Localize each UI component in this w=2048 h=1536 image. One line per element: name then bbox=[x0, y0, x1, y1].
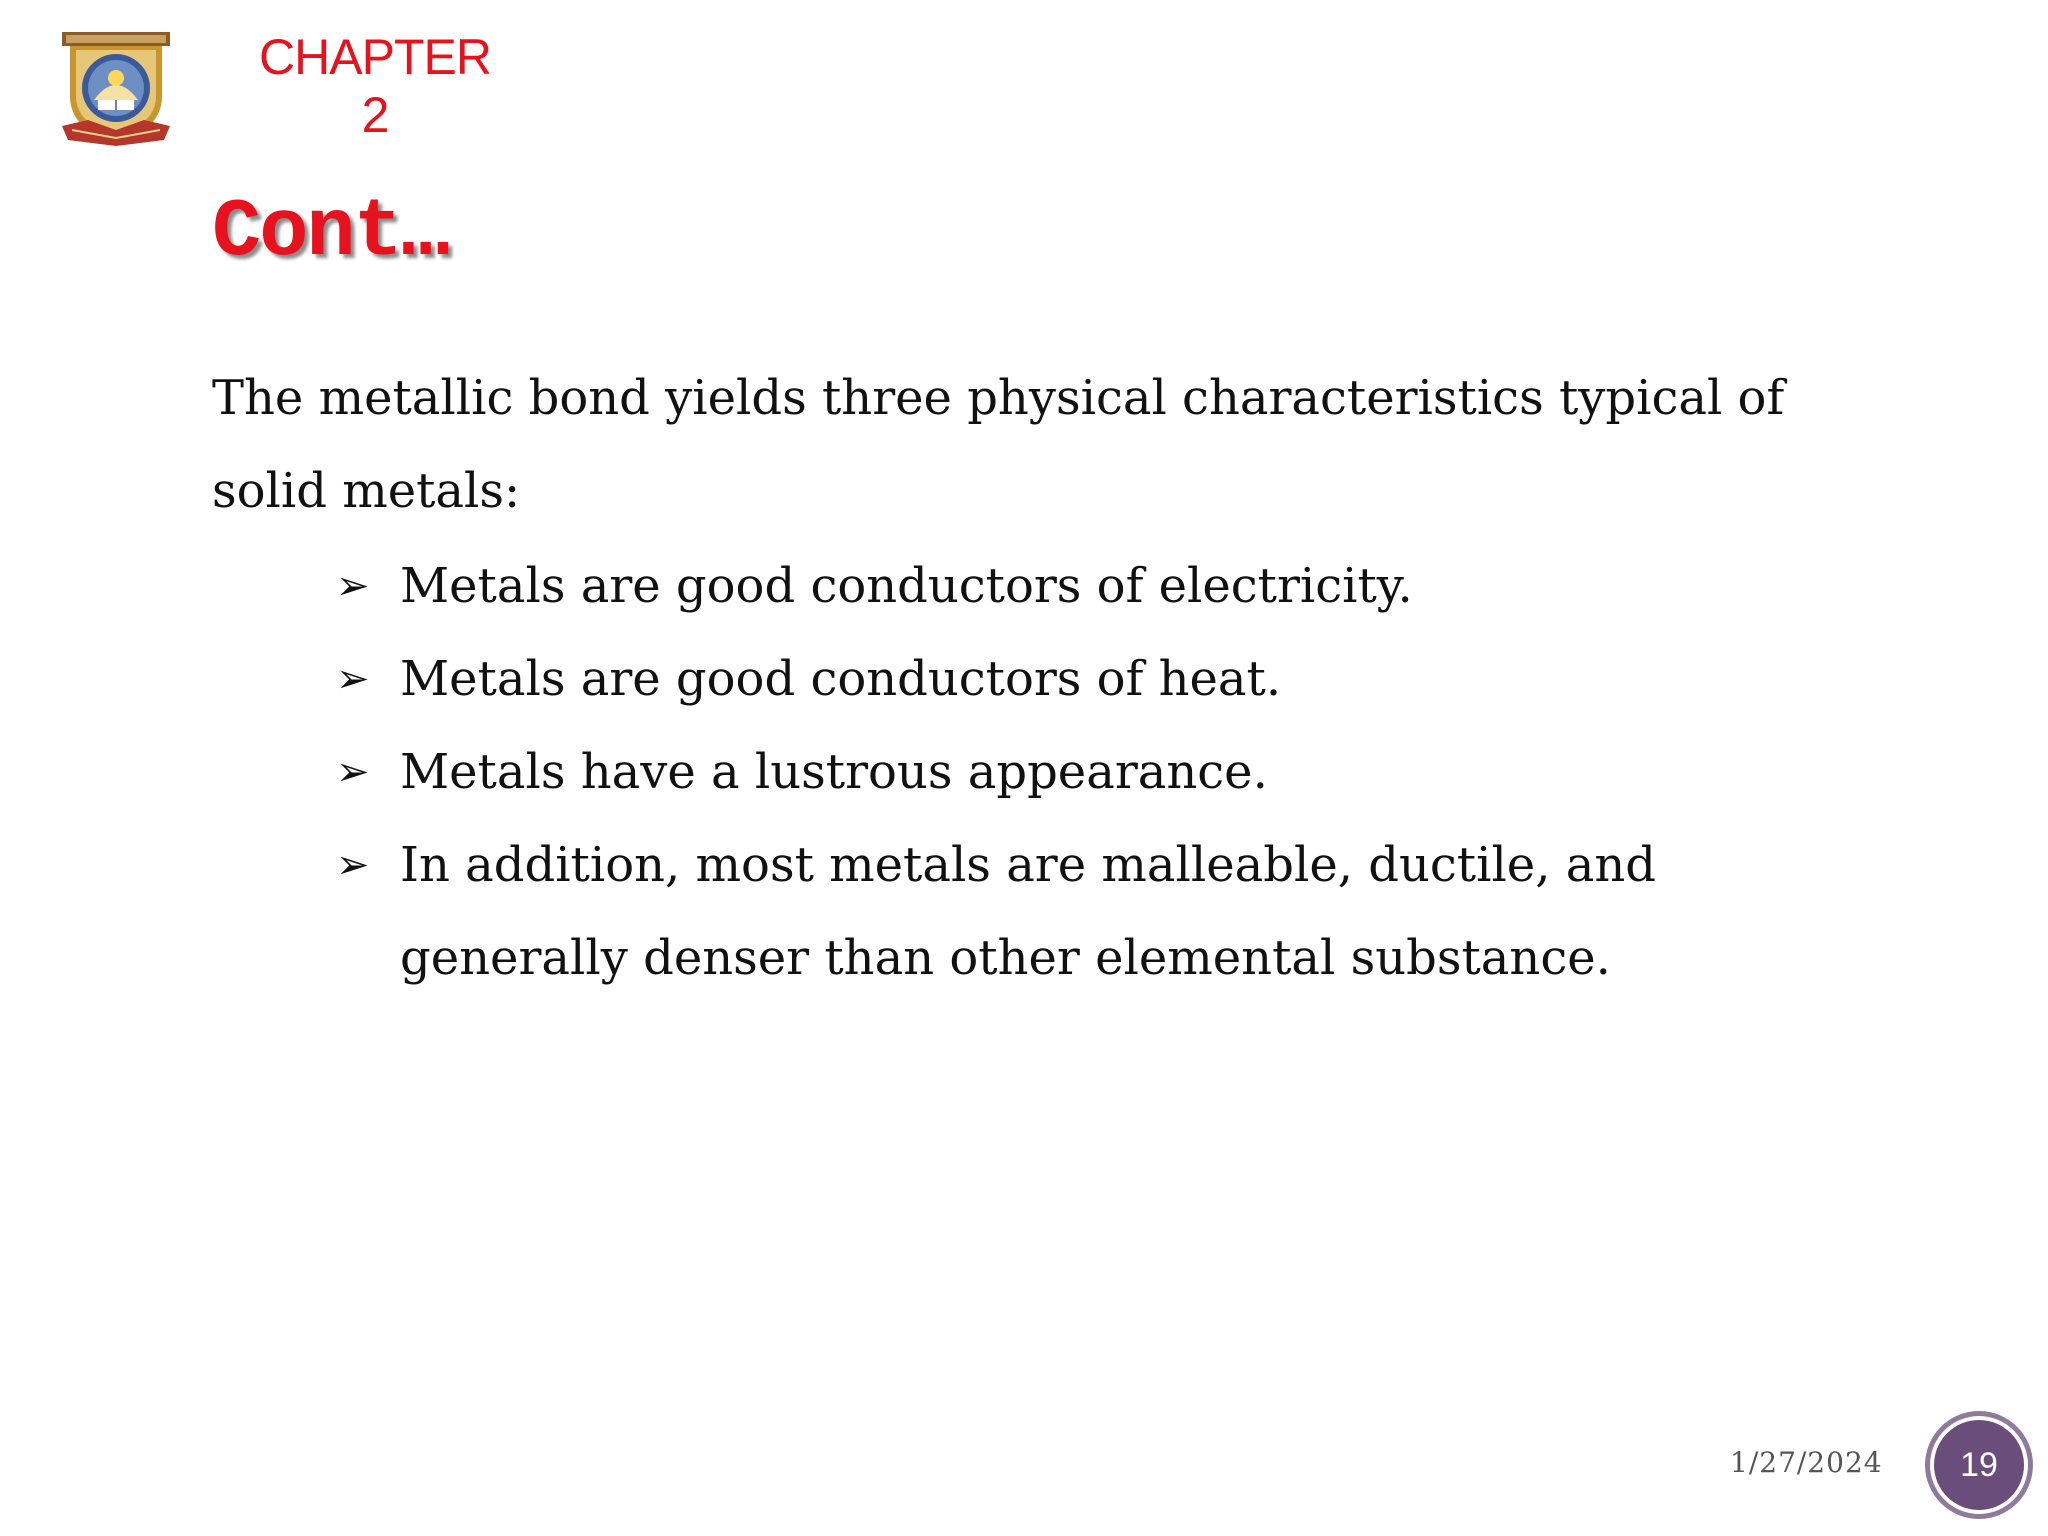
bullet-text: In addition, most metals are malleable, ductile, and generally denser than other elemental substance. bbox=[400, 837, 1656, 986]
list-item bbox=[336, 726, 1836, 819]
arrow-bullet-icon: ➢ bbox=[336, 563, 370, 609]
list-item bbox=[336, 633, 1836, 726]
page-number: 19 bbox=[1960, 1445, 1998, 1484]
bullet-list bbox=[336, 540, 1836, 1005]
chapter-label bbox=[250, 28, 500, 144]
chapter-label-number: 2 bbox=[361, 87, 389, 143]
slide-date: 1/27/2024 bbox=[1730, 1446, 1883, 1479]
arrow-bullet-icon: ➢ bbox=[336, 749, 370, 795]
university-crest-logo bbox=[58, 30, 174, 148]
intro-paragraph: The metallic bond yields three physical characteristics typical of solid metals: bbox=[212, 370, 1785, 519]
crest-icon bbox=[58, 30, 174, 148]
slide-title: Cont… bbox=[212, 186, 449, 279]
arrow-bullet-icon: ➢ bbox=[336, 842, 370, 888]
page-number-badge bbox=[1934, 1420, 2024, 1510]
bullet-text: Metals are good conductors of electricity. bbox=[400, 558, 1413, 614]
chapter-label-word: CHAPTER bbox=[259, 29, 491, 85]
bullet-text: Metals are good conductors of heat. bbox=[400, 651, 1282, 707]
list-item bbox=[336, 819, 1836, 1005]
list-item bbox=[336, 540, 1836, 633]
bullet-text: Metals have a lustrous appearance. bbox=[400, 744, 1268, 800]
arrow-bullet-icon: ➢ bbox=[336, 656, 370, 702]
